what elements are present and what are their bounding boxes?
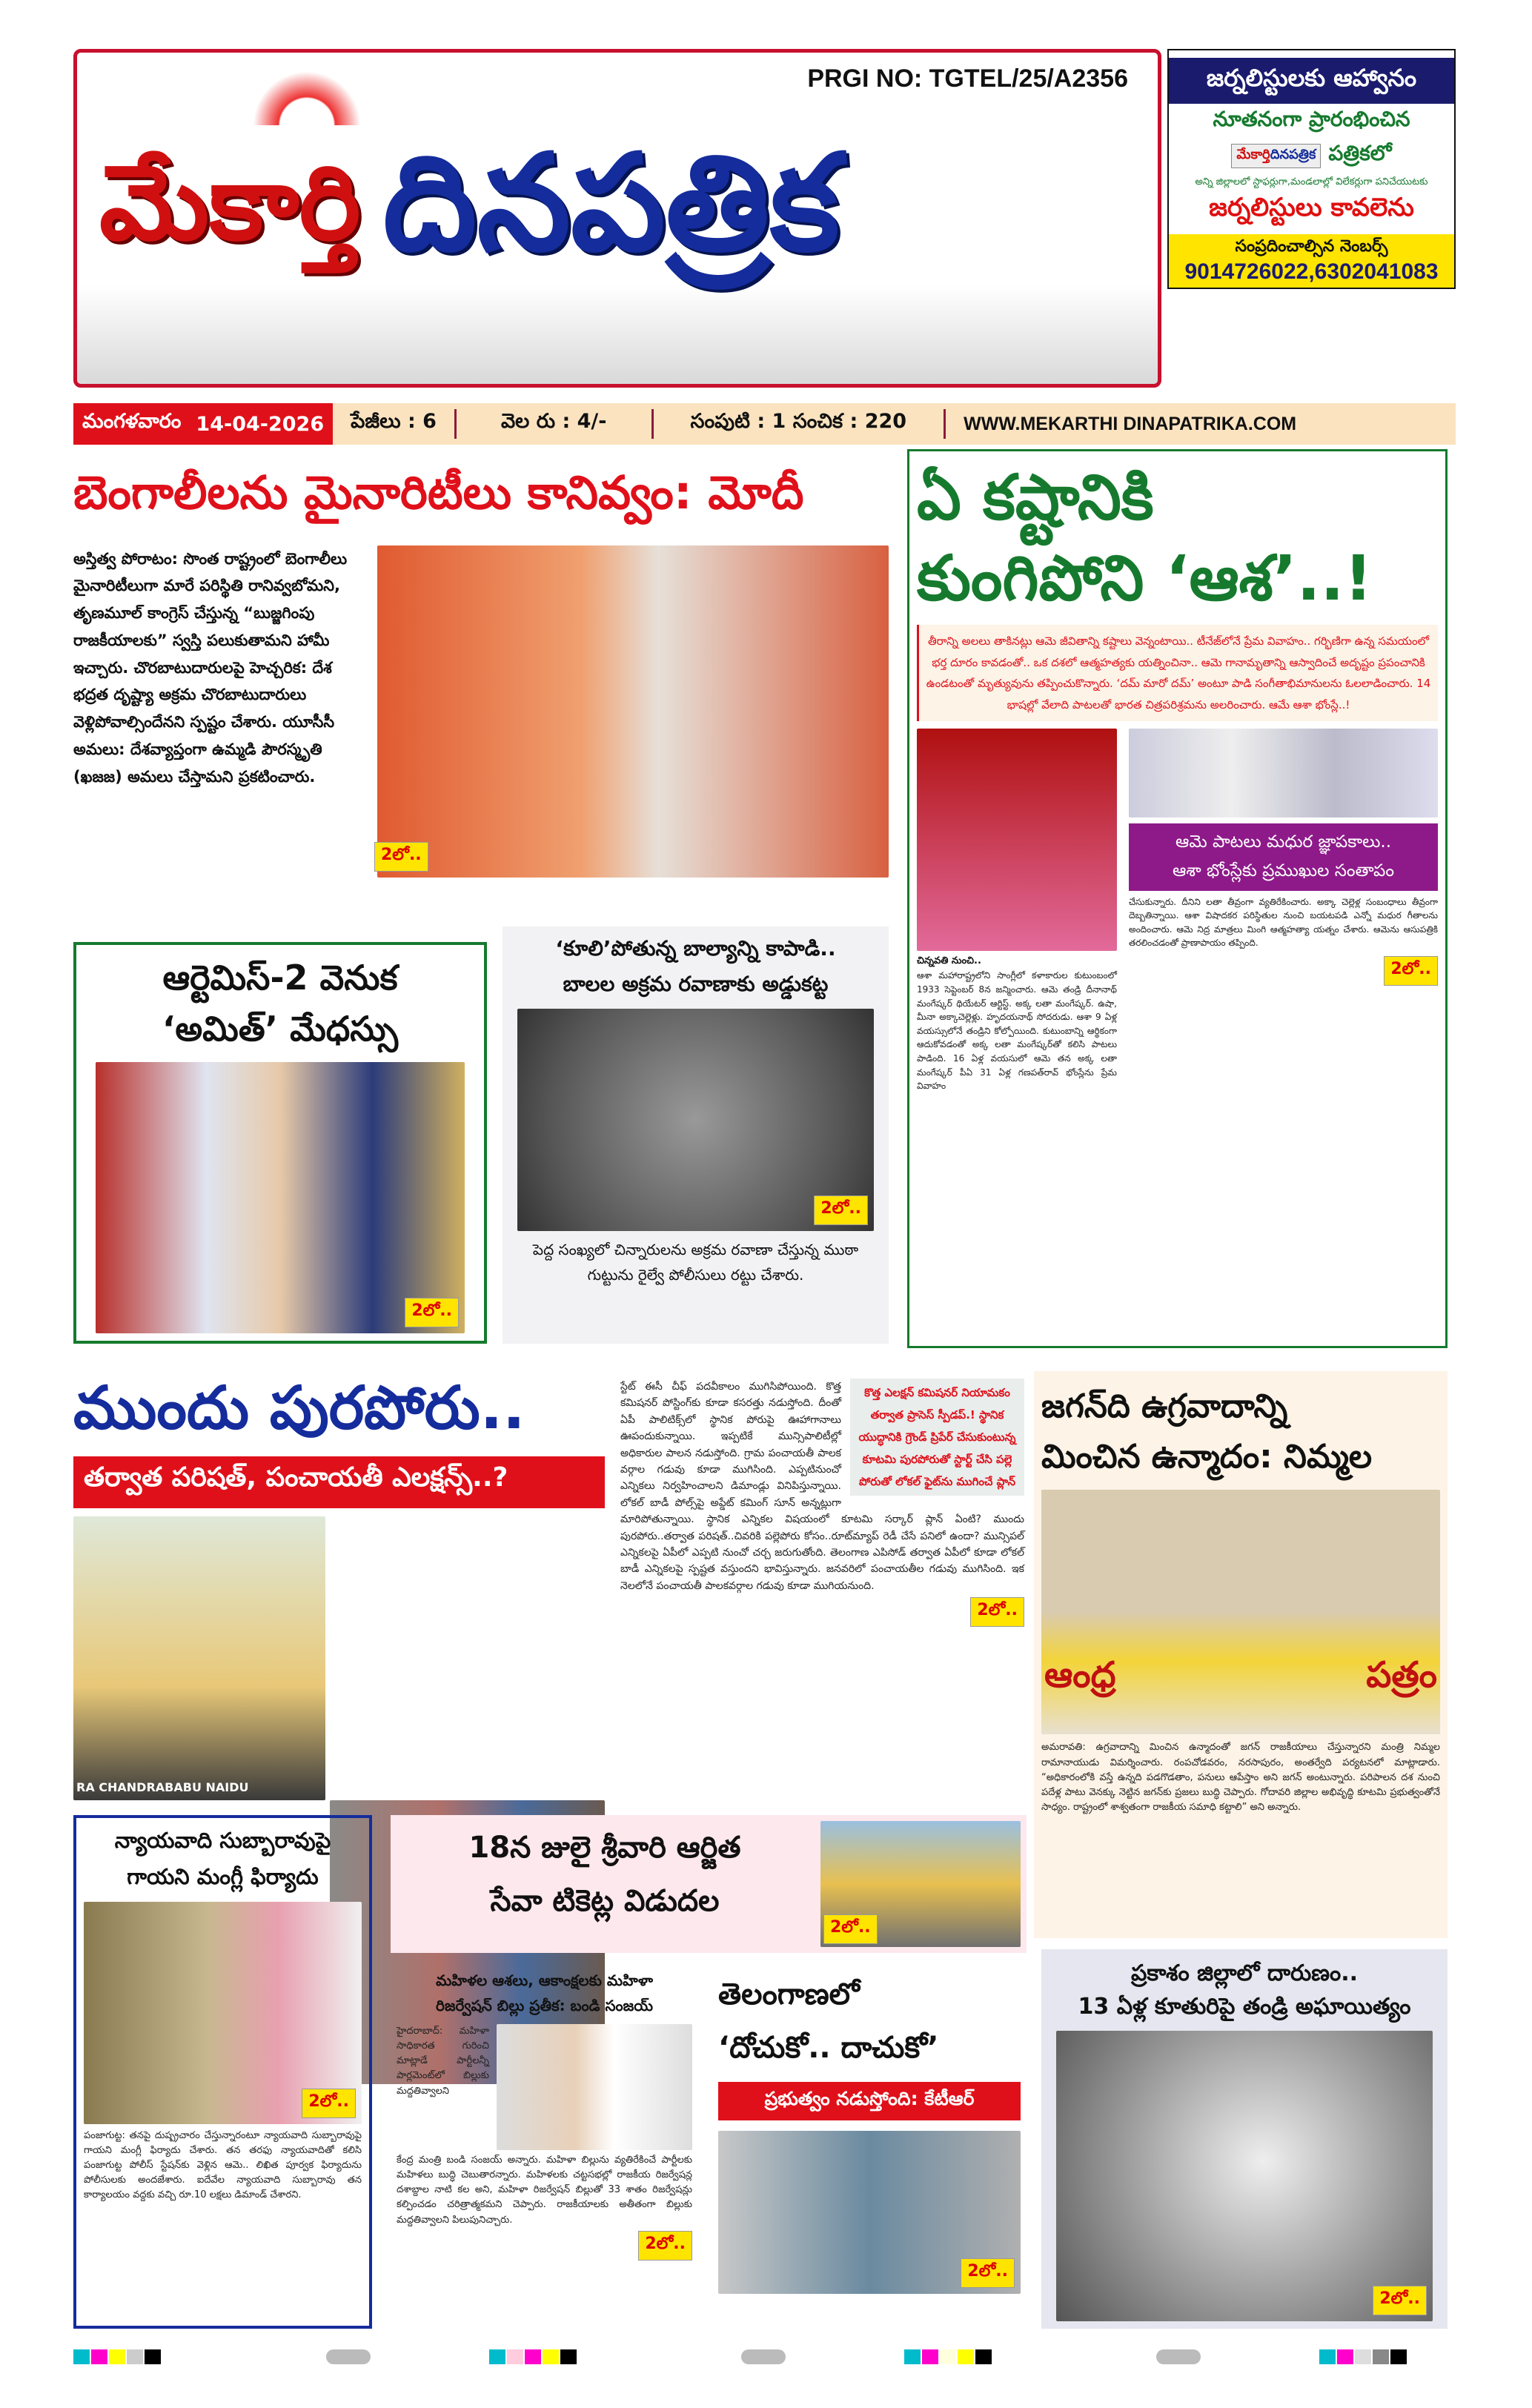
mini-logo-part1: మేకార్తి: [1236, 146, 1270, 162]
artemis-headline: [96, 952, 465, 1055]
ad-line: పత్రికలో: [1328, 141, 1392, 165]
mangli-body: పంజాగుట్ట: తనపై దుష్ప్రచారం చేస్తున్నారంటూ న్యాయవాది సుబ్బారావుపై గాయని మంగ్లీ ఫిర్యాదు చేశారు. తన తరఫు న్యాయవాదితో కలిసి పంజాగుట్ట పోలీస్ స్టేషన్‌కు వెళ్లిన ఆమె.. లిఖిత పూర్వక ఫిర్యాదును పోలీసులకు అందజేశారు. ఐదేవేల న్యాయవాది సుబ్బారావు తన కార్యాలయం వద్దకు వచ్చి రూ.10 లక్షలు డిమాండ్ చేశారని.: [84, 2129, 362, 2201]
ttd-headline: [397, 1821, 813, 1947]
child-headline-2: బాలల అక్రమ రవాణాకు అడ్డుకట్ట: [563, 971, 829, 996]
local-headline: ముందు పురపోరు..: [73, 1373, 525, 1442]
website-link[interactable]: WWW.MEKARTHI DINAPATRIKA.COM: [964, 413, 1297, 434]
continued-badge: 2లో..: [1373, 2286, 1427, 2315]
ttd-headline-1: 18న జులై శ్రీవారి ఆర్జిత: [468, 1831, 741, 1865]
mangli-story: [73, 1815, 372, 2329]
date-bar: [73, 403, 1456, 445]
asha-intro: తీరాన్ని అలలు తాకినట్లు ఆమె జీవితాన్ని కష్టాలు వెన్నంటాయి.. టీనేజ్‌లోనే ప్రేమ వివాహం.. గర్భిణిగా ఉన్న సమయంలో భర్త దూరం కావడంతో.. ఒక దశలో ఆత్మహత్యకు యత్నించినా.. ఆమె గానామృతాన్ని ఆస్వాదించే అదృష్టం ప్రపంచానికి ఉండటంతో మృత్యువును తప్పించుకొన్నారు. ‘దమ్ మారో దమ్’ అంటూ పాడి సంగీతాభిమానులను ఓలలాడించారు. 14 భాషల్లో వేలాది పాటలతో భారత చిత్రపరిశ్రమను అలరించారు. ఆమే ఆశా భోంస్లే..!: [917, 625, 1438, 721]
journalist-ad: [1167, 49, 1456, 289]
bandi-sanjay-photo: [497, 2024, 692, 2150]
ktr-banner: ప్రభుత్వం నడుస్తోంది: కేటీఆర్: [718, 2082, 1021, 2120]
child-headline-1: ‘కూలి’పోతున్న బాల్యాన్ని కాపాడి..: [555, 936, 836, 961]
child-trafficking-story: [503, 926, 889, 1344]
photo-banner-left: ఆంధ్ర: [1044, 1654, 1116, 1696]
asha-body-left: ఆశా మహారాష్ట్రలోని సాంగ్లీలో కళాకారుల కుటుంబంలో 1933 సెప్టెంబర్ 8న జన్మించారు. ఆమె తండ్రి దీనానాథ్ మంగేష్కర్ థియేటర్ ఆర్టిస్ట్. అక్క లతా మంగేష్కర్. ఉషా, మీనా అక్కాచెల్లెళ్లు. హృదయనాథ్ సోదరుడు. ఆశా 9 ఏళ్ల వయస్సులోనే తండ్రిని కోల్పోయింది. కుటుంబాన్ని ఆర్థికంగా ఆదుకోవడంతో అక్క లతా మంగేష్కర్‌తో కలిసి పాటలు పాడింది. 16 ఏళ్ల వయసులో ఆమె తన అక్క లతా మంగేష్కర్ పీఏ 31 ఏళ్ల గణపత్‌రావ్ భోంస్లేను ప్రేమ వివాహం: [917, 970, 1117, 1092]
ad-wanted: జర్నలిస్టులు కావలెను: [1209, 193, 1414, 222]
ttd-story: [391, 1815, 1027, 1953]
masthead-title-part2: దినపత్రిక: [382, 126, 840, 281]
photo-caption: RA CHANDRABABU NAIDU: [76, 1780, 249, 1794]
sanjay-headline: [397, 1968, 692, 2018]
asha-headline-2: కుంగిపోని ‘ఆశ’..!: [917, 542, 1373, 615]
price: వెల రు : 4/-: [457, 409, 654, 438]
artemis-headline-1: ఆర్టెమిస్-2 వెనుక: [162, 958, 398, 998]
mini-logo-part2: దినపత్రిక: [1270, 146, 1316, 162]
local-body: స్టేట్ ఈసీ చీఫ్ పదవీకాలం ముగిసిపోయింది. కొత్త కమిషనర్ పోస్టింగ్‌కు కూడా కసరత్తు నడుస్తోంది. దీంతో ఏపీ పాలిటిక్స్‌లో స్థానిక పోరుపై ఊహాగానాలు ఊపందుకున్నాయి. ఇప్పటికే మున్సిపాలిటీల్లో అధికారుల పాలన నడుస్తోంది. గ్రామ పంచాయతీ పాలక వర్గాల గడువు కూడా ముగిసింది. ఎప్పటినుంచో ఎన్నికలు నిర్వహించాలని డిమాండ్లు వినిపిస్తున్నాయి. లోకల్ బాడీ పోల్స్‌పై అప్డేట్ కమింగ్ సూన్ అన్నట్లుగా మారిపోతున్నాయి. స్థానిక ఎన్నికల విషయంలో కూటమి సర్కార్ ప్లాన్ ఏంటి? ముందు పురపోరు..తర్వాత పరిషత్..చివరికి పల్లెపోరు కోసం..రూట్‌మ్యాప్ రెడీ చేసే పనిలో ఉందా? మున్సిపల్ ఎన్నికలపై ఏపీలో ఎప్పటి నుంచో చర్చ జరుగుతోంది. తెలంగాణ ఎపిసోడ్ తర్వాత ఏపీలో కూడా లోకల్ బాడీ ఎన్నికలపై స్పష్టత వస్తుందని భావిస్తున్నారు. జనవరిలో పంచాయతీల గడువు ముగిసింది. ఇక నెలలోనే పంచాయతీ పాలకవర్గాల గడువు కూడా ముగియనుంది.: [620, 1381, 1024, 1592]
nimmala-headline-2: మించిన ఉన్మాదం: నిమ్మల: [1041, 1438, 1373, 1476]
color-bar: [1319, 2349, 1407, 2364]
sanjay-story: [391, 1968, 698, 2261]
ktr-headline: [718, 1968, 1021, 2074]
tirumala-photo: [820, 1821, 1021, 1947]
nimmala-photo: [1041, 1490, 1440, 1734]
continued-badge: 2లో..: [374, 842, 428, 872]
ttd-headline-2: సేవా టికెట్ల విడుదల: [490, 1884, 720, 1918]
asha-headline-1: ఏ కష్టానికి: [917, 461, 1154, 534]
mangli-photo: [84, 1902, 362, 2124]
photo-banner-right: పత్రం: [1366, 1654, 1437, 1696]
issue-date: 14-04-2026: [196, 412, 325, 436]
lead-body: అస్తిత్వ పోరాటం: సొంత రాష్ట్రంలో బెంగాలీలు మైనారిటీలుగా మారే పరిస్థితి రానివ్వబోమని, తృణమూల్ కాంగ్రెస్ చేస్తున్న “బుజ్జగింపు రాజకీయాలకు” స్వస్తి పలుకుతామని హామీ ఇచ్చారు. చొరబాటుదారులపై హెచ్చరిక: దేశ భద్రత దృష్ట్యా అక్రమ చొరబాటుదారులు వెళ్లిపోవాల్సిందేనని స్పష్టం చేశారు. యూసీసీ అమలు: దేశవ్యాప్తంగా ఉమ్మడి పౌరస్మృతి (ఖజజ) అమలు చేస్తామని ప్రకటించారు.: [73, 549, 348, 786]
dignitaries-photos: [1129, 729, 1438, 817]
ad-contact-label: సంప్రదించాల్సిన నెంబర్స్: [1235, 237, 1388, 256]
prakasam-story: [1041, 1949, 1448, 2329]
color-bar: [73, 2349, 161, 2364]
prgi-number: PRGI NO: TGTEL/25/A2356: [807, 64, 1128, 93]
continued-badge: 2లో..: [814, 1195, 868, 1225]
asha-subheadline: [1129, 823, 1438, 890]
registration-mark: [741, 2349, 786, 2364]
ad-line: అన్ని జిల్లాలలో స్టాఫర్లుగా,మండలాల్లో విలేకర్లుగా పనిచేయుటకు: [1195, 176, 1428, 188]
prakasam-headline: [1056, 1957, 1433, 2023]
ktr-headline-2: ‘దోచుకో.. దాచుకో’: [718, 2031, 939, 2065]
color-bar: [489, 2349, 577, 2364]
child-headline: [517, 931, 874, 1001]
masthead: [73, 49, 1161, 388]
sanjay-headline-2: రిజర్వేషన్ బిల్లు ప్రతీక: బండి సంజయ్: [436, 1997, 653, 2014]
color-bar: [904, 2349, 992, 2364]
asha-body-right: చేసుకున్నారు. దీనిని లతా తీవ్రంగా వ్యతిరేకించారు. అక్కా చెల్లెళ్ల సంబంధాలు తీవ్రంగా దెబ్బతిన్నాయి. ఆశా విషాదకర పరిస్థితుల నుంచి బయటపడి ఎన్నో మధుర గీతాలను అందించారు. ఆమె నిద్ర మాత్రలు మింగి ఆత్మహత్యా యత్నం చేశారు. ఆమెను ఆసుపత్రికి తరలించడంతో ప్రాణాపాయం తప్పింది.: [1129, 896, 1438, 949]
ad-line: నూతనంగా ప్రారంభించిన: [1213, 107, 1410, 131]
crime-illustration-photo: [1056, 2031, 1433, 2321]
nimmala-body: అమరావతి: ఉగ్రవాదాన్ని మించిన ఉన్మాదంతో జగన్ రాజకీయాలు చేస్తున్నారని మంత్రి నిమ్మల రామానాయుడు విమర్శించారు. రంపచోడవరం, నరసాపురం, అంతర్వేది పర్యటనలో మాట్లాడారు. “అధికారంలోకి వస్తే ఉన్నది పడగొడతాం, పనులు ఆపేస్తాం అని జగన్ అంటున్నారు. పరిపాలన దశ నుంచి పదేళ్ల పాటు వెనక్కు నెట్టిన జగన్‌కు ప్రజలు బుద్ధి చెప్పారు. గోదావరి జిల్లాల అభివృద్ధి కూటమి ప్రభుత్వంతోనే సాధ్యం. రాష్ట్రంలో శాశ్వతంగా రాజకీయ సమాధి కట్టాలి” అని అన్నారు.: [1041, 1742, 1440, 1813]
amit-photo: [96, 1062, 465, 1333]
volume-issue: సంపుటి : 1 సంచిక : 220: [654, 409, 946, 438]
local-highlight: కొత్త ఎలక్షన్ కమిషనర్ నియామకం తర్వాత ప్రాసెస్ స్పీడప్.! స్థానిక యుద్ధానికి గ్రౌండ్ ప్రిపేర్ చేసుకుంటున్న కూటమి పురపోరుతో స్టార్ట్ చేసి పల్లె పోరుతో లోకల్ ఫైట్‌ను ముగించే ప్లాన్: [850, 1379, 1024, 1496]
nimmala-story: [1034, 1371, 1448, 1938]
child-caption: పెద్ద సంఖ్యలో చిన్నారులను అక్రమ రవాణా చేస్తున్న ముఠా గుట్టును రైల్వే పోలీసులు రట్టు చేశారు.: [532, 1241, 859, 1284]
sanjay-headline-1: మహిళల ఆశలు, ఆకాంక్షలకు మహిళా: [436, 1971, 653, 1989]
ktr-story: [712, 1968, 1027, 2294]
ad-title: జర్నలిస్టులకు ఆహ్వానం: [1169, 58, 1454, 104]
continued-badge: 2లో..: [970, 1597, 1024, 1627]
artemis-story: [73, 942, 487, 1344]
logo-sun-icon: [248, 59, 366, 125]
mangli-headline-2: గాయని మంగ్లీ ఫిర్యాదు: [127, 1864, 319, 1890]
continued-badge: 2లో..: [1384, 956, 1438, 986]
sanjay-body: కేంద్ర మంత్రి బండి సంజయ్ అన్నారు. మహిళా బిల్లును వ్యతిరేకించే పార్టీలకు మహిళలు బుద్ధి చెబుతారన్నారు. మహిళలకు చట్టసభల్లో రాజకీయ రిజర్వేషన్ల దశాబ్దాల నాటి కల అని, మహిళా రిజర్వేషన్ బిల్లుతో 33 శాతం రిజర్వేషన్లు కల్పించడం చరిత్రాత్మకమని చెప్పారు. రాజకీయాలకు అతీతంగా బిల్లుకు మద్దతివ్వాలని పిలుపునిచ్చారు.: [397, 2155, 692, 2226]
nimmala-headline: [1041, 1382, 1440, 1482]
chandrababu-photo: [73, 1516, 325, 1800]
mangli-headline-1: న్యాయవాది సుబ్బారావుపై: [114, 1828, 331, 1853]
local-banner: తర్వాత పరిషత్, పంచాయతీ ఎలక్షన్స్..?: [73, 1456, 605, 1508]
continued-badge: 2లో..: [961, 2258, 1015, 2288]
lead-headline: బెంగాలీలను మైనారిటీలు కానివ్వం: మోదీ: [73, 465, 804, 520]
page-count: పేజీలు : 6: [333, 409, 457, 438]
nimmala-headline-1: జగన్‌ది ఉగ్రవాదాన్ని: [1041, 1387, 1288, 1425]
asha-story: [907, 449, 1448, 1348]
sanjay-body-top: హైదరాబాద్: మహిళా సాధికారత గురించి మాట్లాడే పార్టీలన్నీ పార్లమెంట్‌లో బిల్లుకు మద్దతివ్వాలని: [397, 2026, 489, 2097]
artemis-headline-2: ‘అమిత్’ మేధస్సు: [162, 1009, 399, 1049]
continued-badge: 2లో..: [638, 2231, 692, 2261]
continued-badge: 2లో..: [302, 2089, 356, 2118]
ktr-headline-1: తెలంగాణలో: [718, 1977, 860, 2011]
registration-mark: [1156, 2349, 1201, 2364]
continued-badge: 2లో..: [405, 1298, 459, 1327]
lead-story: [73, 463, 889, 878]
prakasam-headline-2: 13 ఏళ్ల కూతురిపై తండ్రి అఘాయిత్యం: [1078, 1994, 1411, 2020]
ktr-photo: [718, 2131, 1021, 2294]
mangli-headline: [84, 1822, 362, 1896]
registration-mark: [326, 2349, 371, 2364]
ad-mini-logo: [1231, 144, 1321, 168]
asha-sub-1: ఆమె పాటలు మధుర జ్ఞాపకాలు..: [1175, 832, 1392, 852]
weekday: మంగళవారం: [82, 410, 182, 433]
prakasam-headline-1: ప్రకాశం జిల్లాలో దారుణం..: [1130, 1960, 1358, 1986]
local-column: [620, 1379, 1024, 1627]
masthead-title-part1: మేకార్తి: [99, 143, 361, 264]
asha-sub-2: ఆశా భోంస్లేకు ప్రముఖుల సంతాపం: [1173, 861, 1394, 881]
asha-dateline: చిన్నవతి నుంచి..: [917, 955, 981, 967]
modi-photo: [377, 545, 889, 878]
child-labour-photo: [517, 1009, 874, 1231]
continued-badge: 2లో..: [823, 1914, 878, 1944]
ad-phones: 9014726022,6302041083: [1184, 259, 1439, 284]
asha-photo: [917, 729, 1117, 951]
